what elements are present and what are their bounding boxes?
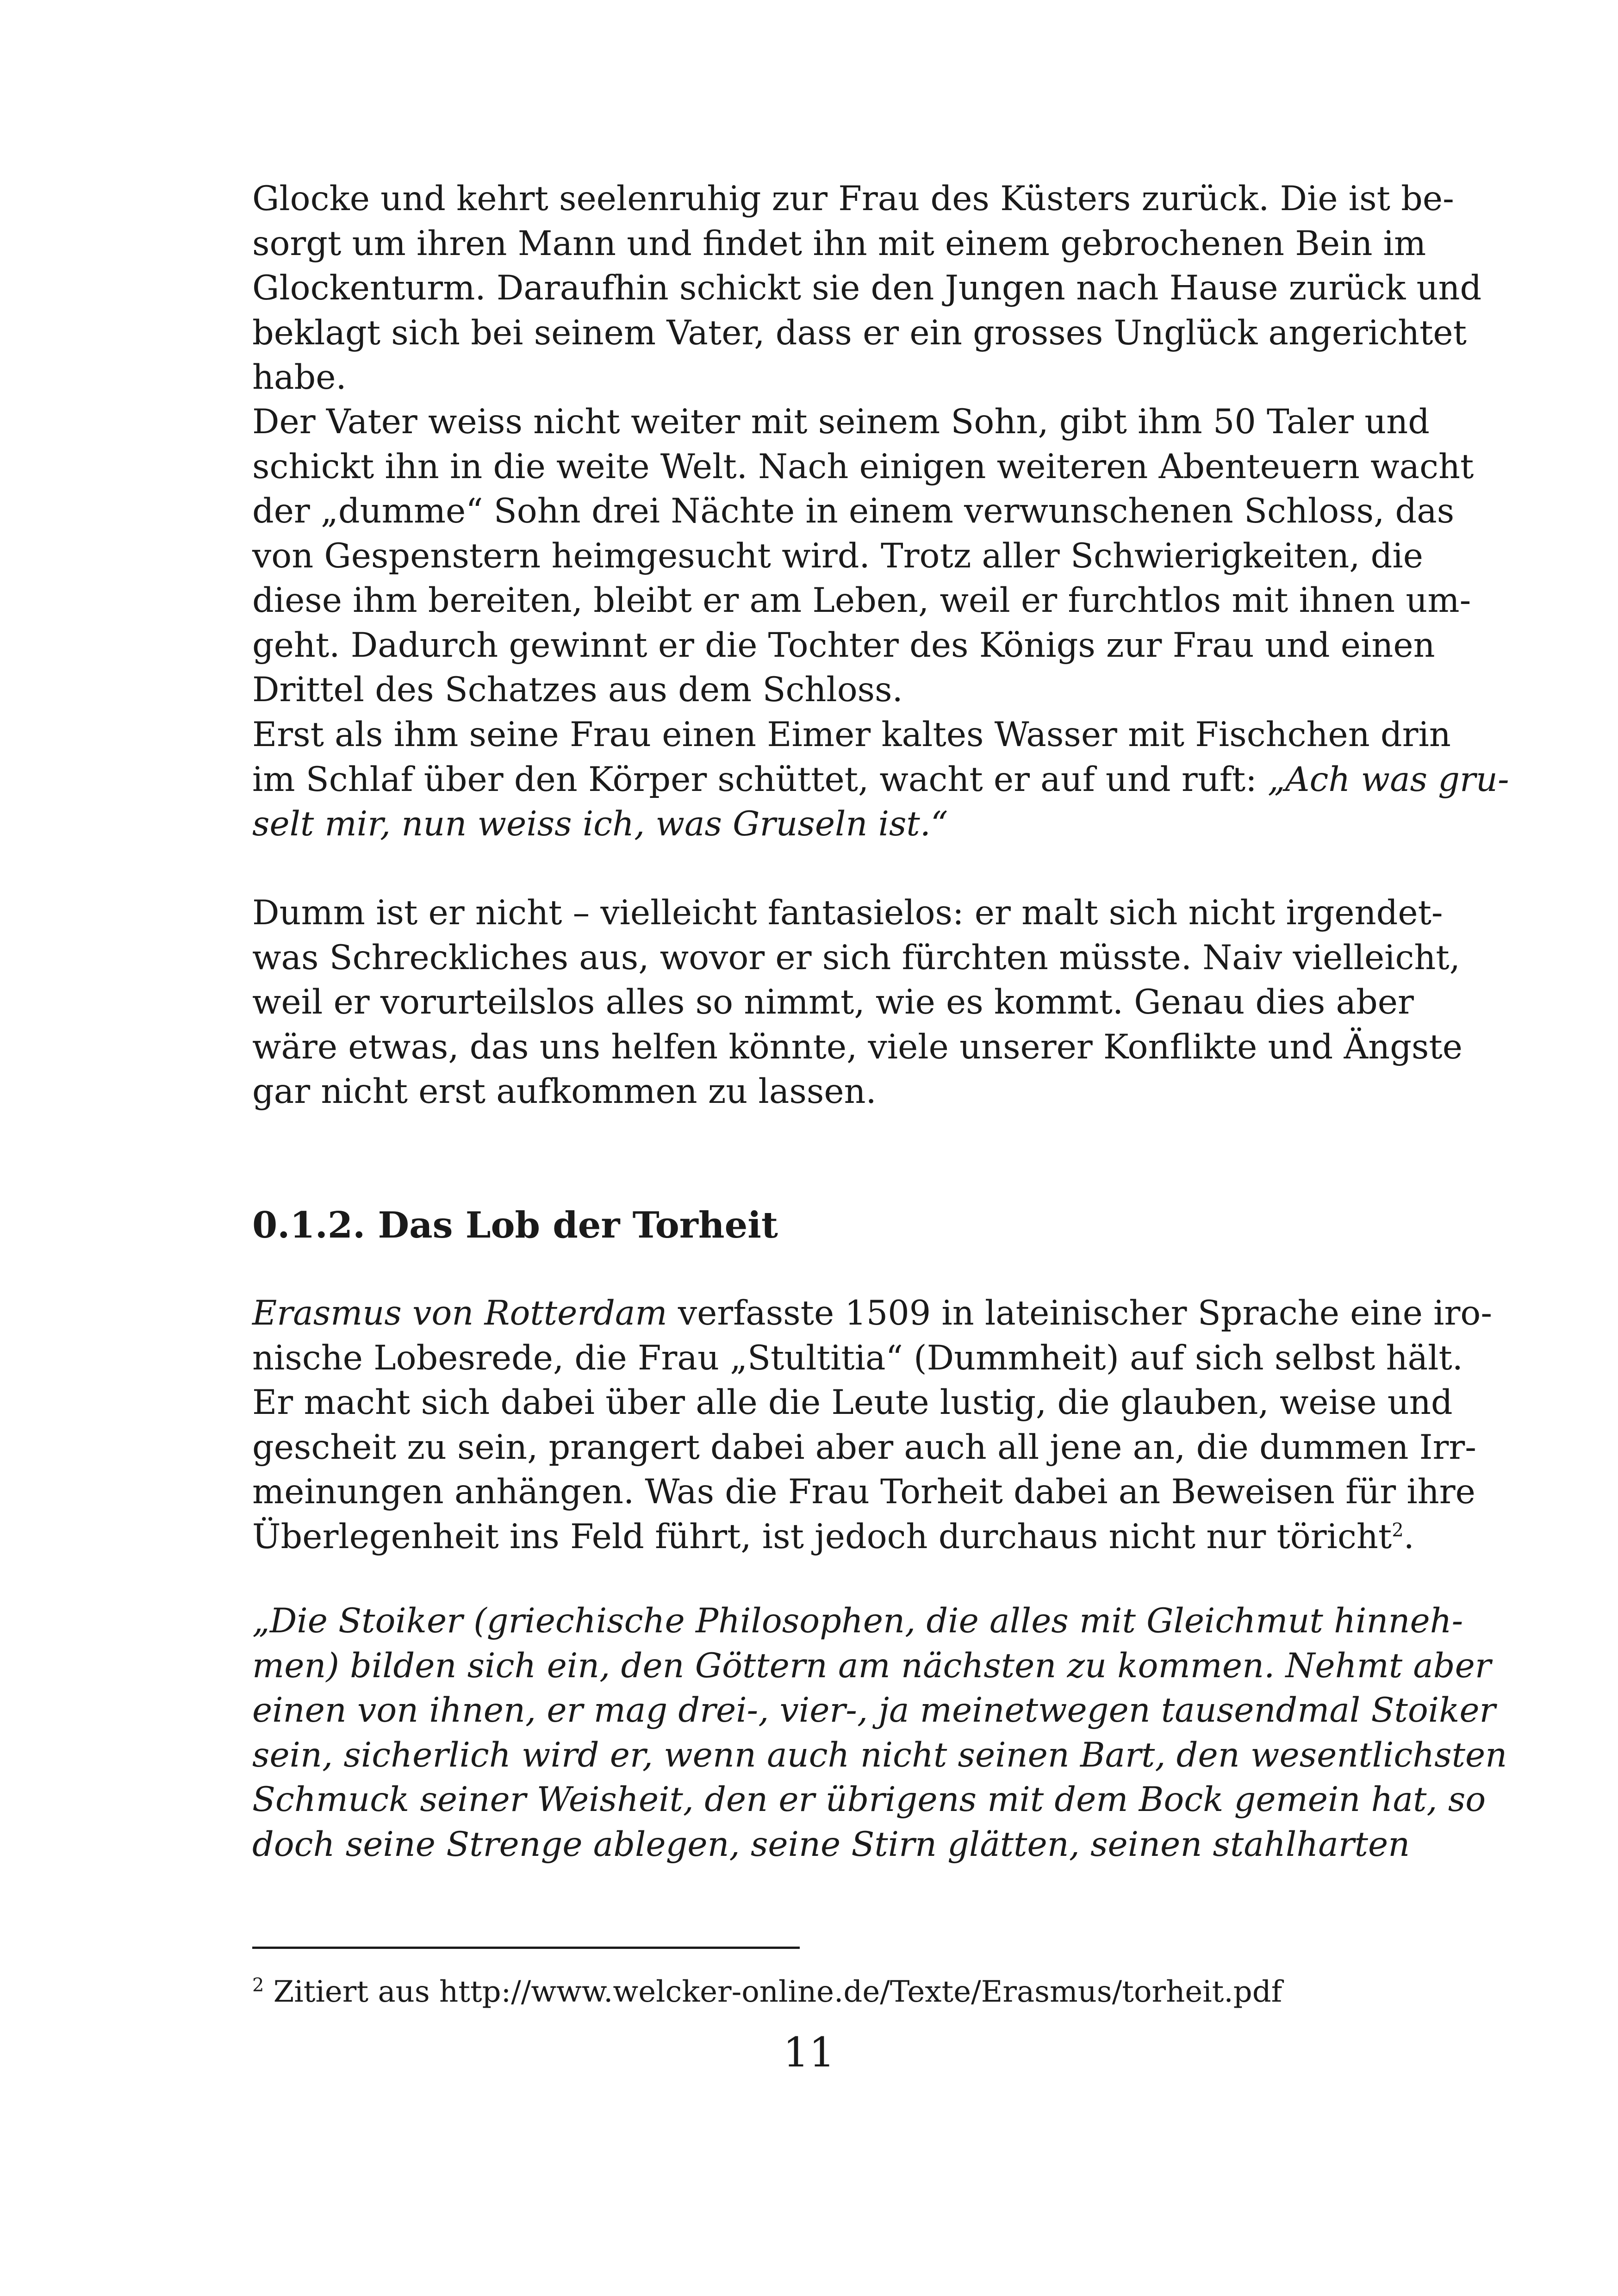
text-span: verfasste 1509 in lateinischer Sprache eine iro-: [667, 1294, 1493, 1333]
text-line: men) bilden sich ein, den Göttern am nächsten zu kommen. Nehmt aber: [252, 1646, 1491, 1686]
text-line: nische Lobesrede, die Frau „Stultitia“ (Dummheit) auf sich selbst hält.: [252, 1338, 1463, 1378]
paragraph-4: [252, 891, 1462, 1114]
text-line: diese ihm bereiten, bleibt er am Leben, weil er furchtlos mit ihnen um-: [252, 581, 1471, 620]
footnote-reference[interactable]: 2: [1392, 1519, 1404, 1541]
text-line: Glocke und kehrt seelenruhig zur Frau des Küsters zurück. Die ist be-: [252, 179, 1454, 218]
text-line: Drittel des Schatzes aus dem Schloss.: [252, 670, 903, 709]
text-line: einen von ihnen, er mag drei-, vier-, ja meinetwegen tausendmal Stoiker: [252, 1691, 1496, 1730]
paragraph-1: [252, 177, 1482, 400]
text-line: weil er vorurteilslos alles so nimmt, wie es kommt. Genau dies aber: [252, 983, 1414, 1022]
paragraph-2: [252, 400, 1474, 713]
text-span: Überlegenheit ins Feld führt, ist jedoch durchaus nicht nur töricht: [252, 1517, 1392, 1556]
text-line: Dumm ist er nicht – vielleicht fantasielos: er malt sich nicht irgendet-: [252, 893, 1443, 933]
footnote-text[interactable]: Zitiert aus http://www.welcker-online.de/Texte/Erasmus/torheit.pdf: [264, 1975, 1282, 2009]
paragraph-3: [252, 713, 1509, 847]
text-line: der „dumme“ Sohn drei Nächte in einem verwunschenen Schloss, das: [252, 492, 1455, 531]
text-line: gar nicht erst aufkommen zu lassen.: [252, 1072, 877, 1111]
quote-inline: selt mir, nun weiss ich, was Gruseln ist.“: [252, 804, 948, 844]
text-line: wäre etwas, das uns helfen könnte, viele unserer Konflikte und Ängste: [252, 1027, 1462, 1067]
footnote-separator: [252, 1947, 800, 1949]
text-line: sorgt um ihren Mann und findet ihn mit einem gebrochenen Bein im: [252, 224, 1426, 263]
text-line: Schmuck seiner Weisheit, den er übrigens mit dem Bock gemein hat, so: [252, 1780, 1486, 1819]
erasmus-paragraph: [252, 1291, 1493, 1559]
footnote: [252, 1972, 1282, 2011]
text-line: doch seine Strenge ablegen, seine Stirn glätten, seinen stahlharten: [252, 1824, 1410, 1864]
text-line: geht. Dadurch gewinnt er die Tochter des Königs zur Frau und einen: [252, 625, 1435, 665]
text-line: [252, 1515, 1414, 1560]
footnote-number: 2: [252, 1974, 264, 1996]
text-line: „Die Stoiker (griechische Philosophen, die alles mit Gleichmut hinneh-: [252, 1601, 1463, 1641]
text-line: sein, sicherlich wird er, wenn auch nicht seinen Bart, den wesentlichsten: [252, 1735, 1507, 1775]
text-line: meinungen anhängen. Was die Frau Torheit dabei an Beweisen für ihre: [252, 1472, 1475, 1512]
text-line: von Gespenstern heimgesucht wird. Trotz aller Schwierigkeiten, die: [252, 536, 1423, 576]
text-line: [252, 758, 1509, 803]
text-line: habe.: [252, 358, 347, 397]
text-line: schickt ihn in die weite Welt. Nach einigen weiteren Abenteuern wacht: [252, 447, 1474, 486]
text-line: [252, 1291, 1493, 1336]
text-line: beklagt sich bei seinem Vater, dass er ein grosses Unglück angerichtet: [252, 313, 1467, 353]
stoiker-quote: [252, 1599, 1507, 1867]
text-line: was Schreckliches aus, wovor er sich fürchten müsste. Naiv vielleicht,: [252, 938, 1460, 977]
section-heading: 0.1.2. Das Lob der Torheit: [252, 1204, 778, 1246]
text-line: Erst als ihm seine Frau einen Eimer kaltes Wasser mit Fischchen drin: [252, 715, 1451, 754]
author-name: Erasmus von Rotterdam: [252, 1294, 667, 1333]
text-span: im Schlaf über den Körper schüttet, wacht er auf und ruft:: [252, 759, 1257, 799]
quote-inline: „Ach was gru-: [1267, 759, 1509, 799]
text-line: Glockenturm. Daraufhin schickt sie den Jungen nach Hause zurück und: [252, 268, 1482, 308]
text-line: gescheit zu sein, prangert dabei aber auch all jene an, die dummen Irr-: [252, 1427, 1476, 1467]
text-line: Er macht sich dabei über alle die Leute lustig, die glauben, weise und: [252, 1383, 1453, 1422]
page-number: 11: [783, 2028, 835, 2076]
text-span: .: [1403, 1517, 1414, 1556]
text-line: Der Vater weiss nicht weiter mit seinem Sohn, gibt ihm 50 Taler und: [252, 402, 1430, 442]
